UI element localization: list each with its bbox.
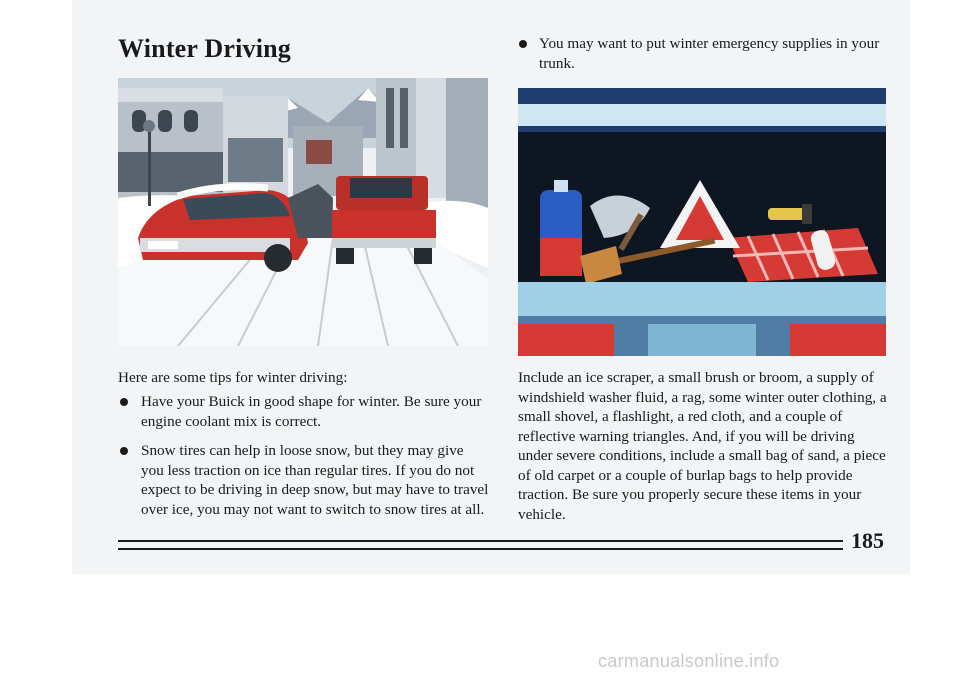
footer-rule: [118, 540, 843, 550]
winter-tips-list: [118, 392, 490, 529]
bullet-text: Snow tires can help in loose snow, but they may give you less traction on ice than regular tires. If you do not expect to be driving in deep snow, but may have to travel over ice, you may not want to switch to snow tires at all.: [141, 442, 489, 518]
list-item: [517, 34, 889, 73]
supplies-paragraph: Include an ice scraper, a small brush or broom, a supply of windshield washer fluid, a rag, some winter outer clothing, a small shovel, a flashlight, a red cloth, and a couple of reflective warning triangles. And, if you will be driving under severe conditions, include a small bag of sand, a piece of old carpet or a couple of burlap bags to help provide traction. Be sure you properly secure these items in your vehicle.: [518, 369, 887, 523]
trunk-supplies-bullet: [517, 34, 889, 73]
bullet-text: You may want to put winter emergency supplies in your trunk.: [539, 35, 880, 72]
intro-text: Here are some tips for winter driving:: [118, 369, 348, 386]
winter-street-illustration: [118, 78, 488, 346]
bullet-icon: [120, 398, 128, 406]
trunk-supplies-illustration: [518, 88, 886, 356]
list-item: [118, 441, 490, 519]
page-number: 185: [851, 528, 884, 553]
watermark-text: carmanualsonline.info: [598, 651, 780, 671]
bullet-icon: [519, 40, 527, 48]
list-item: [118, 392, 490, 431]
bullet-text: Have your Buick in good shape for winter. Be sure your engine coolant mix is correct.: [141, 393, 482, 430]
page-title: Winter Driving: [118, 34, 292, 63]
bullet-icon: [120, 447, 128, 455]
